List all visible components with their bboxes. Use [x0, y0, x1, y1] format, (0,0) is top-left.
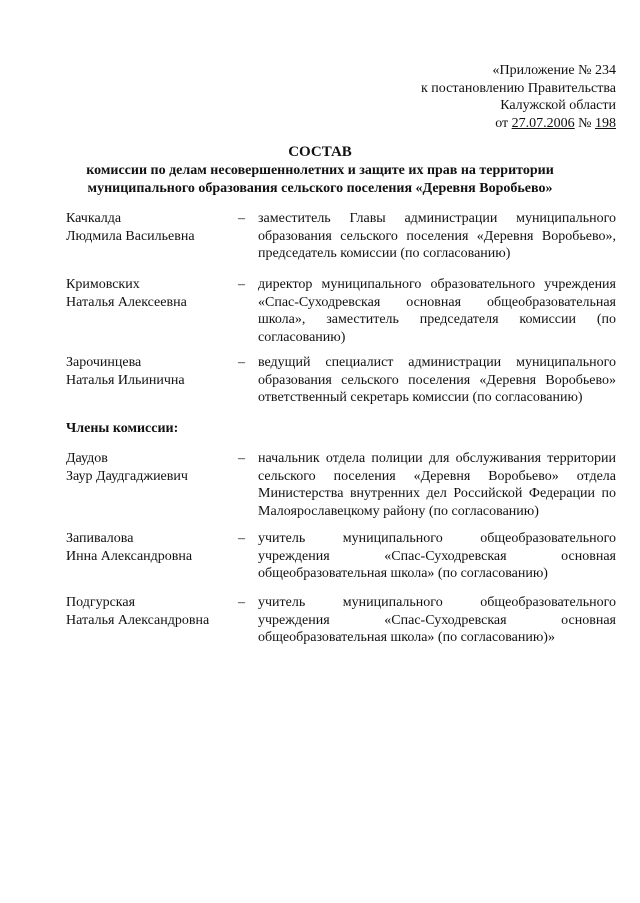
surname: Кримовских — [66, 277, 140, 292]
subtitle-line: комиссии по делам несовершеннолетних и защите их прав на территории — [86, 163, 554, 178]
given-names: Наталья Алексеевна — [66, 294, 187, 310]
person-position: учитель муниципального общеобразовательного учреждения «Спас-Суходревская основная общеобразовательная школа» (по согласованию)» — [258, 595, 616, 645]
person-name — [66, 530, 226, 565]
number-prefix: № — [574, 115, 595, 131]
person-name — [66, 594, 226, 629]
person-name — [66, 450, 226, 485]
person-position: заместитель Главы администрации муниципального образования сельского поселения «Деревня Воробьево», председатель комиссии (по согласованию) — [258, 211, 616, 261]
subtitle-line: муниципального образования сельского поселения «Деревня Воробьево» — [87, 180, 553, 196]
surname: Зарочинцева — [66, 355, 142, 370]
surname: Даудов — [66, 451, 108, 466]
members-heading: Члены комиссии: — [66, 421, 179, 436]
person-name — [66, 210, 226, 245]
person-name — [66, 276, 226, 311]
person-position: директор муниципального образовательного учреждения «Спас-Суходревская основная общеобразовательная школа», заместитель председателя комиссии (по согласованию) — [258, 277, 616, 345]
document-title: СОСТАВ — [288, 144, 352, 160]
given-names: Людмила Васильевна — [66, 228, 195, 244]
resolution-date-line — [421, 115, 616, 133]
date-prefix: от — [495, 115, 512, 131]
given-names: Заур Даудгаджиевич — [66, 468, 188, 484]
surname: Подгурская — [66, 595, 136, 610]
resolution-number: 198 — [595, 115, 616, 131]
dash-separator: – — [238, 277, 245, 292]
person-name — [66, 354, 226, 389]
dash-separator: – — [238, 355, 245, 370]
person-position: ведущий специалист администрации муниципального образования сельского поселения «Деревня Воробьево» ответственный секретарь комиссии (по согласованию) — [258, 355, 616, 405]
person-position: начальник отдела полиции для обслуживания территории сельского поселения «Деревня Воробьево» отдела Министерства внутренних дел Российской Федерации по Малоярославецкому району (по согласованию) — [258, 451, 616, 519]
given-names: Наталья Александровна — [66, 612, 210, 628]
document-subtitle — [0, 162, 640, 197]
resolution-date: 27.07.2006 — [511, 115, 575, 131]
surname: Качкалда — [66, 211, 122, 226]
dash-separator: – — [238, 531, 245, 546]
appendix-number: «Приложение № 234 — [492, 63, 616, 78]
dash-separator: – — [238, 451, 245, 466]
resolution-reference: к постановлению Правительства — [420, 80, 616, 96]
surname: Запивалова — [66, 531, 134, 546]
given-names: Инна Александровна — [66, 548, 193, 564]
person-position: учитель муниципального общеобразовательного учреждения «Спас-Суходревская основная общеобразовательная школа» (по согласованию) — [258, 531, 616, 581]
dash-separator: – — [238, 595, 245, 610]
region-name: Калужской области — [500, 98, 616, 113]
given-names: Наталья Ильинична — [66, 372, 185, 388]
dash-separator: – — [238, 211, 245, 226]
appendix-header — [421, 62, 616, 132]
